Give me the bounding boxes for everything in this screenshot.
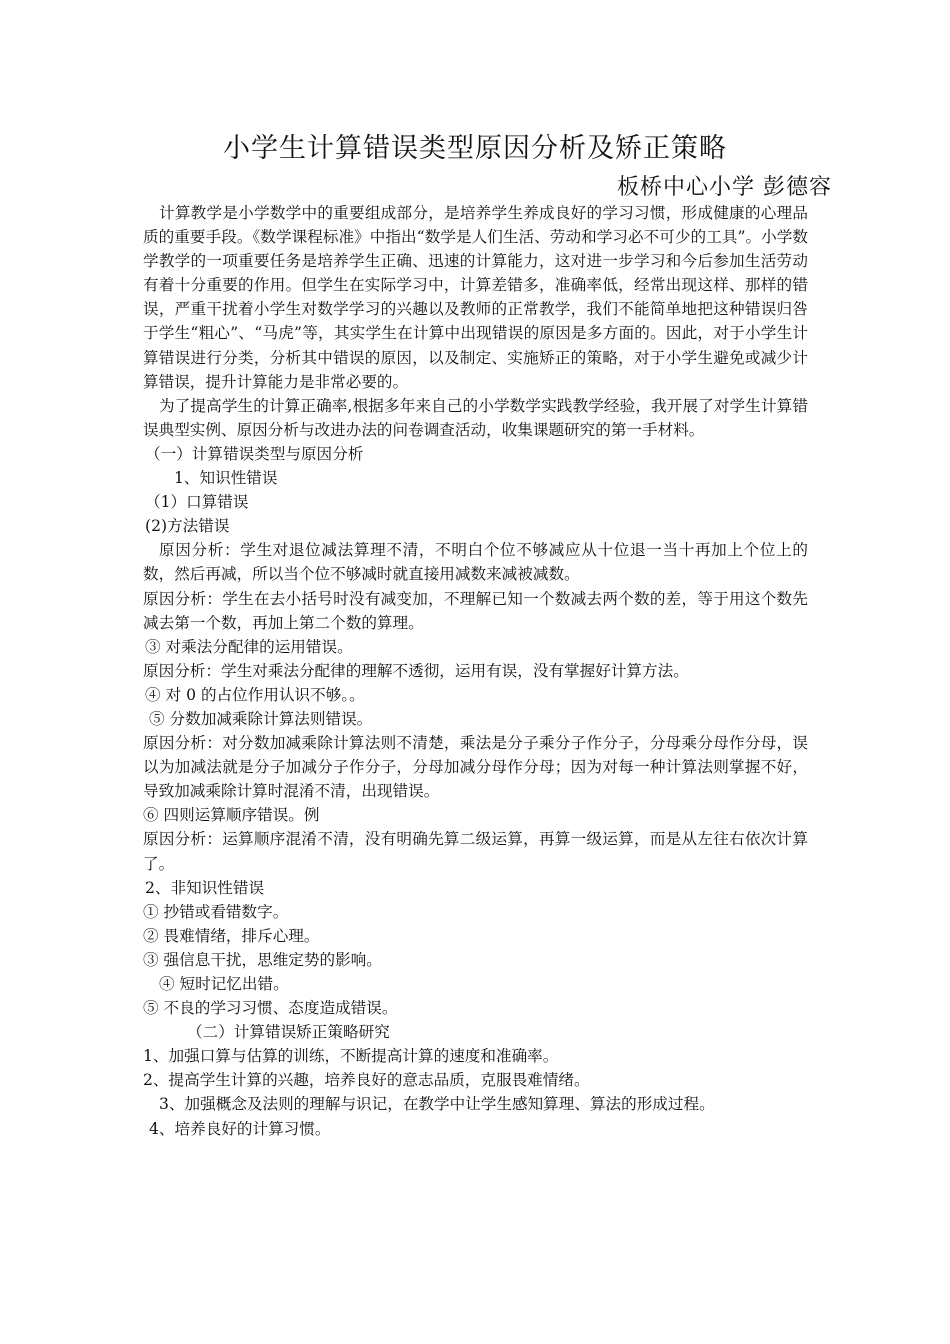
paragraph-cause-analysis-6: 原因分析：运算顺序混淆不清，没有明确先算二级运算，再算一级运算，而是从左往右依次计算了。 xyxy=(143,830,808,873)
subsection-heading-knowledge-errors: 1、知识性错误 xyxy=(174,469,278,488)
paragraph-cause-analysis-1: 原因分析：学生对退位减法算理不清，不明白个位不够减应从十位退一当十再加上个位上的数，然后再减，所以当个位不够减时就直接用减数来减被减数。 xyxy=(143,541,808,584)
paragraph-purpose: 为了提高学生的计算正确率,根据多年来自己的小学数学实践教学经验，我开展了对学生计算错误典型实例、原因分析与改进办法的问卷调查活动，收集课题研究的第一手材料。 xyxy=(143,396,808,439)
strategy-item-3: 3、加强概念及法则的理解与识记，在教学中让学生感知算理、算法的形成过程。 xyxy=(159,1095,715,1114)
list-item-5: ⑤ 分数加减乘除计算法则错误。 xyxy=(149,709,373,728)
paragraph-cause-analysis-3: 原因分析：学生对乘法分配律的理解不透彻，运用有误，没有掌握好计算方法。 xyxy=(143,661,689,680)
list-item-3: ③ 对乘法分配律的运用错误。 xyxy=(145,637,353,656)
document-body xyxy=(143,201,808,1141)
list-item-non-knowledge-3: ③ 强信息干扰，思维定势的影响。 xyxy=(143,950,382,969)
document-author: 板桥中心小学 彭德容 xyxy=(617,175,832,200)
list-item-non-knowledge-2: ② 畏难情绪，排斥心理。 xyxy=(143,926,320,945)
paragraph-cause-analysis-5: 原因分析：对分数加减乘除计算法则不清楚，乘法是分子乘分子作分子，分母乘分母作分母，误以为加减法就是分子加减分子作分子，分母加减分母作分母；因为对每一种计算法则掌握不好，导致加减乘除计算时混淆不清，出现错误。 xyxy=(143,734,808,801)
list-item-6: ⑥ 四则运算顺序错误。例 xyxy=(143,806,320,825)
section-heading-2: （二）计算错误矫正策略研究 xyxy=(187,1023,390,1042)
list-item-non-knowledge-4: ④ 短时记忆出错。 xyxy=(159,975,289,993)
section-heading-1: （一）计算错误类型与原因分析 xyxy=(145,444,364,463)
paragraph-intro: 计算教学是小学数学中的重要组成部分，是培养学生养成良好的学习习惯，形成健康的心理品质的重要手段。《数学课程标准》中指出“数学是人们生活、劳动和学习必不可少的工具”。小学数学教学的一项重要任务是培养学生正确、迅速的计算能力，这对进一步学习和今后参加生活劳动有着十分重要的作用。但学生在实际学习中，计算差错多，准确率低，经常出现这样、那样的错误，严重干扰着小学生对数学学习的兴趣以及教师的正常教学，我们不能简单地把这种错误归咎于学生“粗心”、“马虎”等，其实学生在计算中出现错误的原因是多方面的。因此，对于小学生计算错误进行分类，分析其中错误的原因，以及制定、实施矫正的策略，对于小学生避免或减少计算错误，提升计算能力是非常必要的。 xyxy=(143,204,808,391)
list-item-non-knowledge-1: ① 抄错或看错数字。 xyxy=(143,902,289,921)
list-item-oral-errors: （1）口算错误 xyxy=(145,493,249,512)
paragraph-cause-analysis-2: 原因分析：学生在去小括号时没有减变加，不理解已知一个数减去两个数的差，等于用这个数先减去第一个数，再加上第二个数的算理。 xyxy=(143,589,808,632)
subsection-heading-non-knowledge-errors: 2、非知识性错误 xyxy=(145,878,265,897)
list-item-4: ④ 对 0 的占位作用认识不够。。 xyxy=(145,685,365,704)
strategy-item-4: 4、培养良好的计算习惯。 xyxy=(149,1119,331,1138)
list-item-method-errors: (2)方法错误 xyxy=(145,517,230,536)
strategy-item-1: 1、加强口算与估算的训练，不断提高计算的速度和准确率。 xyxy=(143,1047,559,1066)
strategy-item-2: 2、提高学生计算的兴趣，培养良好的意志品质，克服畏难情绪。 xyxy=(143,1071,590,1090)
list-item-non-knowledge-5: ⑤ 不良的学习习惯、态度造成错误。 xyxy=(143,999,398,1018)
document-title: 小学生计算错误类型原因分析及矫正策略 xyxy=(223,133,727,164)
